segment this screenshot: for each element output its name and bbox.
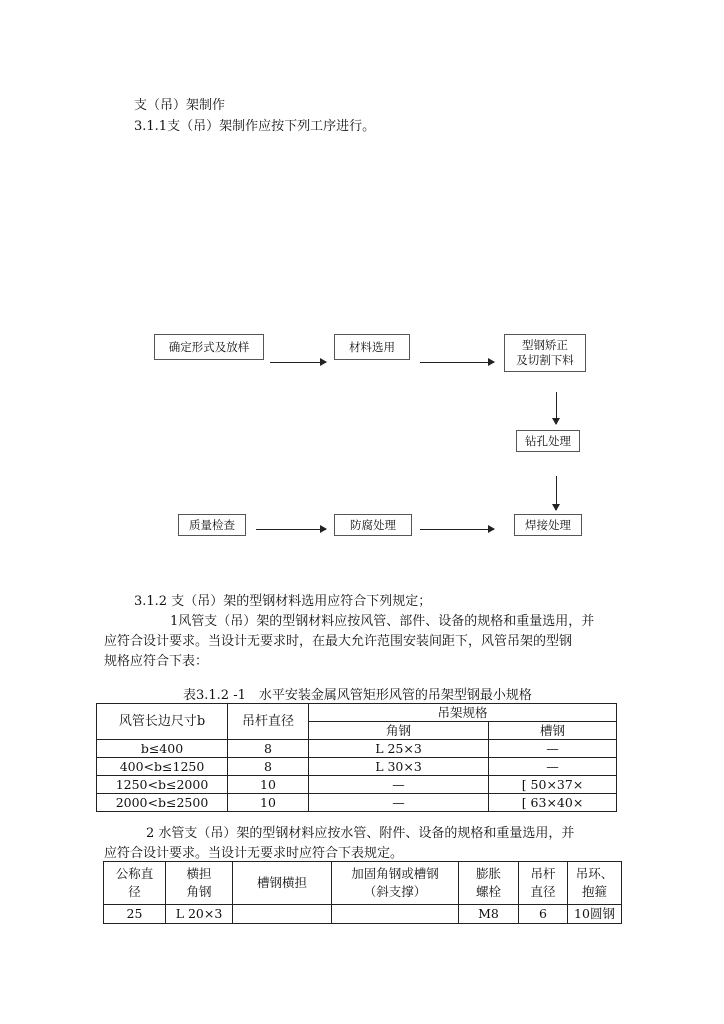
table-row: [97, 740, 617, 758]
header-expansion-bolt-b: 螺栓: [475, 884, 501, 899]
flow-step-drilling: 钻孔处理: [516, 430, 580, 452]
header-crossbar-angle: [166, 862, 233, 905]
header-brace-a: 加固角钢或槽钢: [351, 866, 439, 881]
header-crossbar-angle-a: 横担: [186, 866, 212, 881]
header-ring-clamp: [568, 862, 622, 905]
hanger-steel-spec-table: [96, 703, 617, 812]
cell-channel: [ 50×37×: [489, 776, 617, 794]
cell-channel: —: [489, 758, 617, 776]
flow-step-anticorrosion: 防腐处理: [334, 514, 412, 536]
header-duct-side: 风管长边尺寸b: [97, 704, 228, 740]
cell-channel: [233, 905, 332, 924]
flow-arrow: [420, 529, 494, 530]
table-row: [97, 776, 617, 794]
cell-b: 1250<b≤2000: [97, 776, 228, 794]
flow-step-material: 材料选用: [334, 334, 410, 360]
cell-bolt: M8: [459, 905, 519, 924]
header-channel-steel: 槽钢: [489, 722, 617, 740]
flow-arrow: [556, 392, 557, 424]
cell-angle: L 30×3: [309, 758, 489, 776]
flow-step-straighten-line2: 及切割下料: [516, 353, 574, 367]
flow-arrow: [270, 362, 326, 363]
header-nominal-diameter-a: 公称直: [115, 866, 154, 881]
header-expansion-bolt: [459, 862, 519, 905]
cell-angle: L 25×3: [309, 740, 489, 758]
flow-step-straighten-cut: [504, 334, 586, 372]
header-rod-diameter: 吊杆直径: [228, 704, 309, 740]
cell-b: 2000<b≤2500: [97, 794, 228, 812]
header-crossbar-angle-b: 角钢: [186, 884, 212, 899]
table-row: [97, 794, 617, 812]
cell-rod: 8: [228, 740, 309, 758]
water-pipe-hanger-table: [103, 861, 622, 924]
cell-brace: [332, 905, 459, 924]
item2-line2: 应符合设计要求。当设计无要求时应符合下表规定。: [104, 846, 404, 861]
section-heading: 支（吊）架制作: [134, 98, 226, 113]
item2-line1: 2 水管支（吊）架的型钢材料应按水管、附件、设备的规格和重量选用，并: [146, 826, 575, 841]
header-rod-diameter-2-b: 直径: [530, 884, 556, 899]
cell-channel: [ 63×40×: [489, 794, 617, 812]
cell-channel: —: [489, 740, 617, 758]
table-row: [97, 758, 617, 776]
cell-rod: 8: [228, 758, 309, 776]
flow-arrow: [556, 476, 557, 510]
cell-rod: 10: [228, 794, 309, 812]
flow-step-welding: 焊接处理: [514, 514, 582, 536]
cell-b: b≤400: [97, 740, 228, 758]
item1-line3: 规格应符合下表：: [104, 654, 209, 669]
intro-line: 3.1.1支（吊）架制作应按下列工序进行。: [134, 119, 376, 134]
cell-dn: 25: [104, 905, 166, 924]
cell-b: 400<b≤1250: [97, 758, 228, 776]
cell-rod: 6: [519, 905, 568, 924]
header-ring-clamp-b: 抱箍: [581, 884, 607, 899]
cell-angle: L 20×3: [166, 905, 233, 924]
header-brace: [332, 862, 459, 905]
table1-caption: 表3.1.2 -1 水平安装金属风管矩形风管的吊架型钢最小规格: [183, 688, 532, 703]
flow-step-straighten-line1: 型钢矫正: [522, 338, 568, 353]
header-expansion-bolt-a: 膨胀: [475, 866, 501, 881]
header-nominal-diameter-b: 径: [128, 884, 141, 899]
header-channel-crossbar: 槽钢横担: [233, 862, 332, 905]
item1-line2: 应符合设计要求。当设计无要求时，在最大允许范围安装间距下，风管吊架的型钢: [104, 634, 573, 649]
header-rod-diameter-2-a: 吊杆: [530, 866, 556, 881]
header-angle-steel: 角钢: [309, 722, 489, 740]
flow-step-inspection: 质量检查: [178, 514, 246, 536]
header-hanger-spec: 吊架规格: [309, 704, 617, 722]
cell-angle: —: [309, 776, 489, 794]
table-row: [104, 905, 622, 924]
cell-ring: 10圆钢: [568, 905, 622, 924]
header-rod-diameter-2: [519, 862, 568, 905]
header-nominal-diameter: [104, 862, 166, 905]
clause-3-1-2: 3.1.2 支（吊）架的型钢材料选用应符合下列规定；: [134, 594, 432, 609]
flow-arrow: [420, 362, 494, 363]
flow-arrow: [256, 529, 326, 530]
header-brace-b: （斜支撑）: [363, 884, 427, 899]
header-ring-clamp-a: 吊环、: [575, 866, 614, 881]
flow-step-layout: 确定形式及放样: [154, 334, 264, 360]
cell-angle: —: [309, 794, 489, 812]
item1-line1: 1风管支（吊）架的型钢材料应按风管、部件、设备的规格和重量选用，并: [170, 614, 595, 629]
cell-rod: 10: [228, 776, 309, 794]
